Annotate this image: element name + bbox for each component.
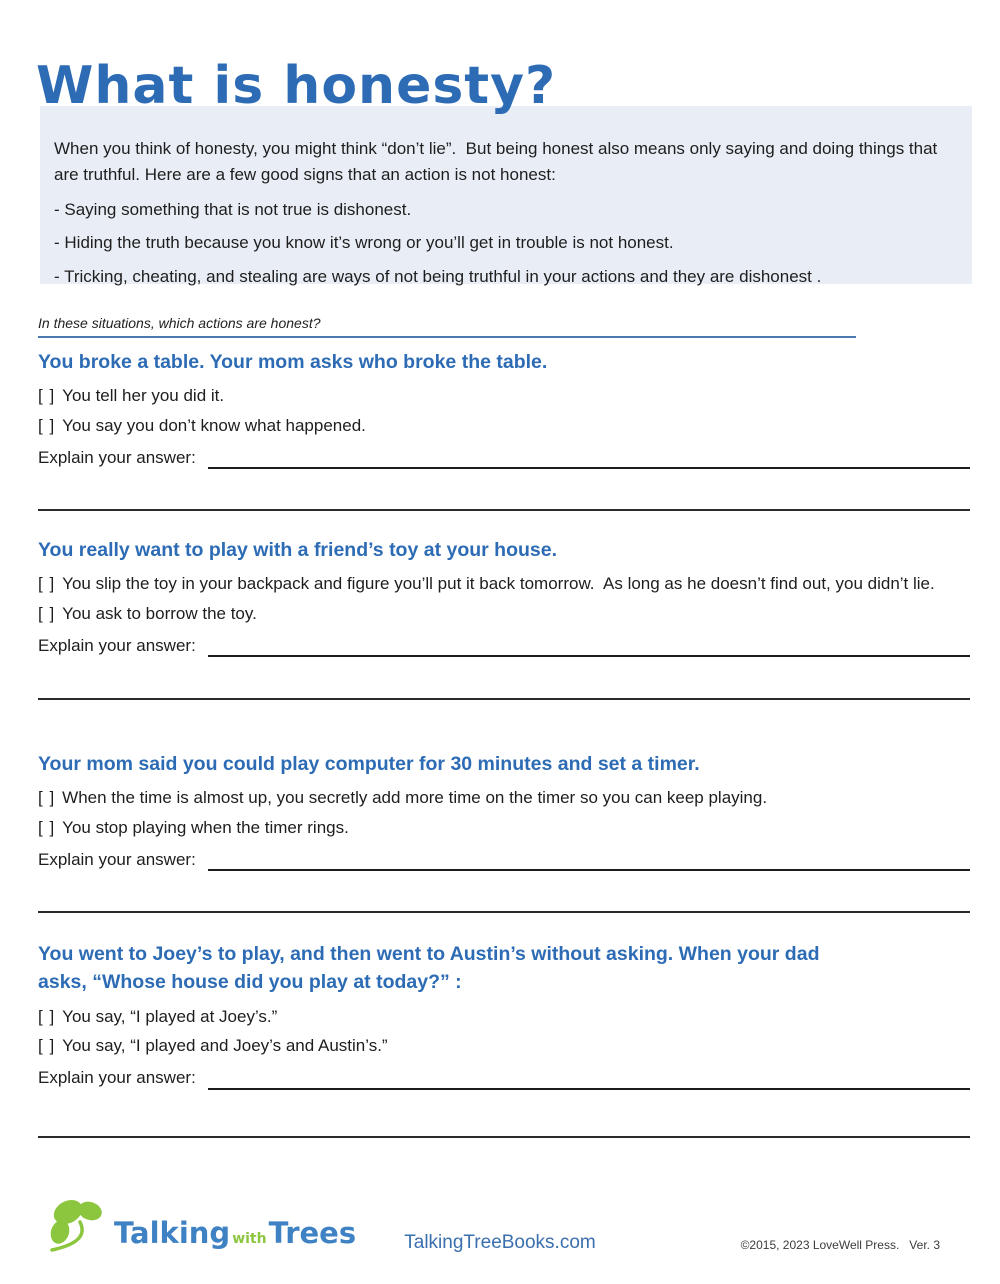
checkbox[interactable]: [ ] [38,386,56,406]
option-row [38,1006,970,1029]
logo-word-trees: Trees [268,1216,357,1250]
page-footer [0,1196,1000,1266]
option-text: You tell her you did it. [62,386,225,406]
checkbox[interactable]: [ ] [38,416,56,436]
intro-paragraph: When you think of honesty, you might think “don’t lie”. But being honest also means only saying and doing things that are truthful. Here are a few good signs that an action is not honest: [54,139,943,185]
option-row [38,603,970,626]
explain-row [38,447,970,469]
option-text: When the time is almost up, you secretly add more time on the timer so you can keep playing. [62,788,768,808]
option-text: You stop playing when the timer rings. [62,818,349,838]
answer-continuation-blank[interactable] [38,698,970,700]
section-heading: Your mom said you could play computer for 30 minutes and set a timer. [38,753,700,775]
explain-answer-blank[interactable] [208,636,970,657]
answer-continuation-blank[interactable] [38,1136,970,1138]
question-section-2 [38,536,970,700]
explain-row [38,635,970,657]
question-section-4 [38,940,970,1138]
explain-row [38,849,970,871]
logo-word-with: with [232,1231,267,1247]
instruction-text: In these situations, which actions are honest? [38,315,856,338]
explain-answer-blank[interactable] [208,448,970,469]
checkbox[interactable]: [ ] [38,604,56,624]
question-section-3 [38,750,970,913]
page-title: What is honesty? [36,56,557,116]
logo-word-talking: Talking [114,1216,231,1250]
answer-continuation-blank[interactable] [38,509,970,511]
intro-bullet: - Saying something that is not true is dishonest. [54,199,412,219]
intro-box [40,106,972,284]
option-text: You ask to borrow the toy. [62,604,257,624]
answer-continuation-blank[interactable] [38,911,970,913]
option-text: You say you don’t know what happened. [62,416,366,436]
footer-copyright: ©2015, 2023 LoveWell Press. Ver. 3 [740,1238,940,1252]
intro-bullet: - Tricking, cheating, and stealing are ways of not being truthful in your actions and they are dishonest . [54,266,822,286]
checkbox[interactable]: [ ] [38,818,56,838]
option-row [38,415,970,438]
explain-label: Explain your answer: [38,448,196,468]
option-row [38,573,970,596]
section-heading: You broke a table. Your mom asks who broke the table. [38,351,548,373]
option-row [38,1035,970,1058]
checkbox[interactable]: [ ] [38,574,56,594]
footer-website-link[interactable]: TalkingTreeBooks.com [404,1232,596,1253]
section-heading: You went to Joey’s to play, and then went to Austin’s without asking. When your dad asks, “Whose house did you play at today?” : [38,943,825,994]
option-text: You say, “I played at Joey’s.” [62,1006,278,1026]
explain-row [38,1067,970,1089]
checkbox[interactable]: [ ] [38,788,56,808]
explain-answer-blank[interactable] [208,1069,970,1090]
option-row [38,787,970,810]
option-text: You slip the toy in your backpack and figure you’ll put it back tomorrow. As long as he doesn’t find out, you didn’t lie. [62,574,935,594]
option-row [38,385,970,408]
checkbox[interactable]: [ ] [38,1036,56,1056]
option-text: You say, “I played and Joey’s and Austin’s.” [62,1036,388,1056]
question-section-1 [38,348,970,511]
intro-bullet: - Hiding the truth because you know it’s wrong or you’ll get in trouble is not honest. [54,233,674,253]
explain-label: Explain your answer: [38,850,196,870]
explain-label: Explain your answer: [38,1068,196,1088]
explain-label: Explain your answer: [38,636,196,656]
explain-answer-blank[interactable] [208,850,970,871]
section-heading: You really want to play with a friend’s toy at your house. [38,539,558,561]
option-row [38,817,970,840]
checkbox[interactable]: [ ] [38,1006,56,1026]
